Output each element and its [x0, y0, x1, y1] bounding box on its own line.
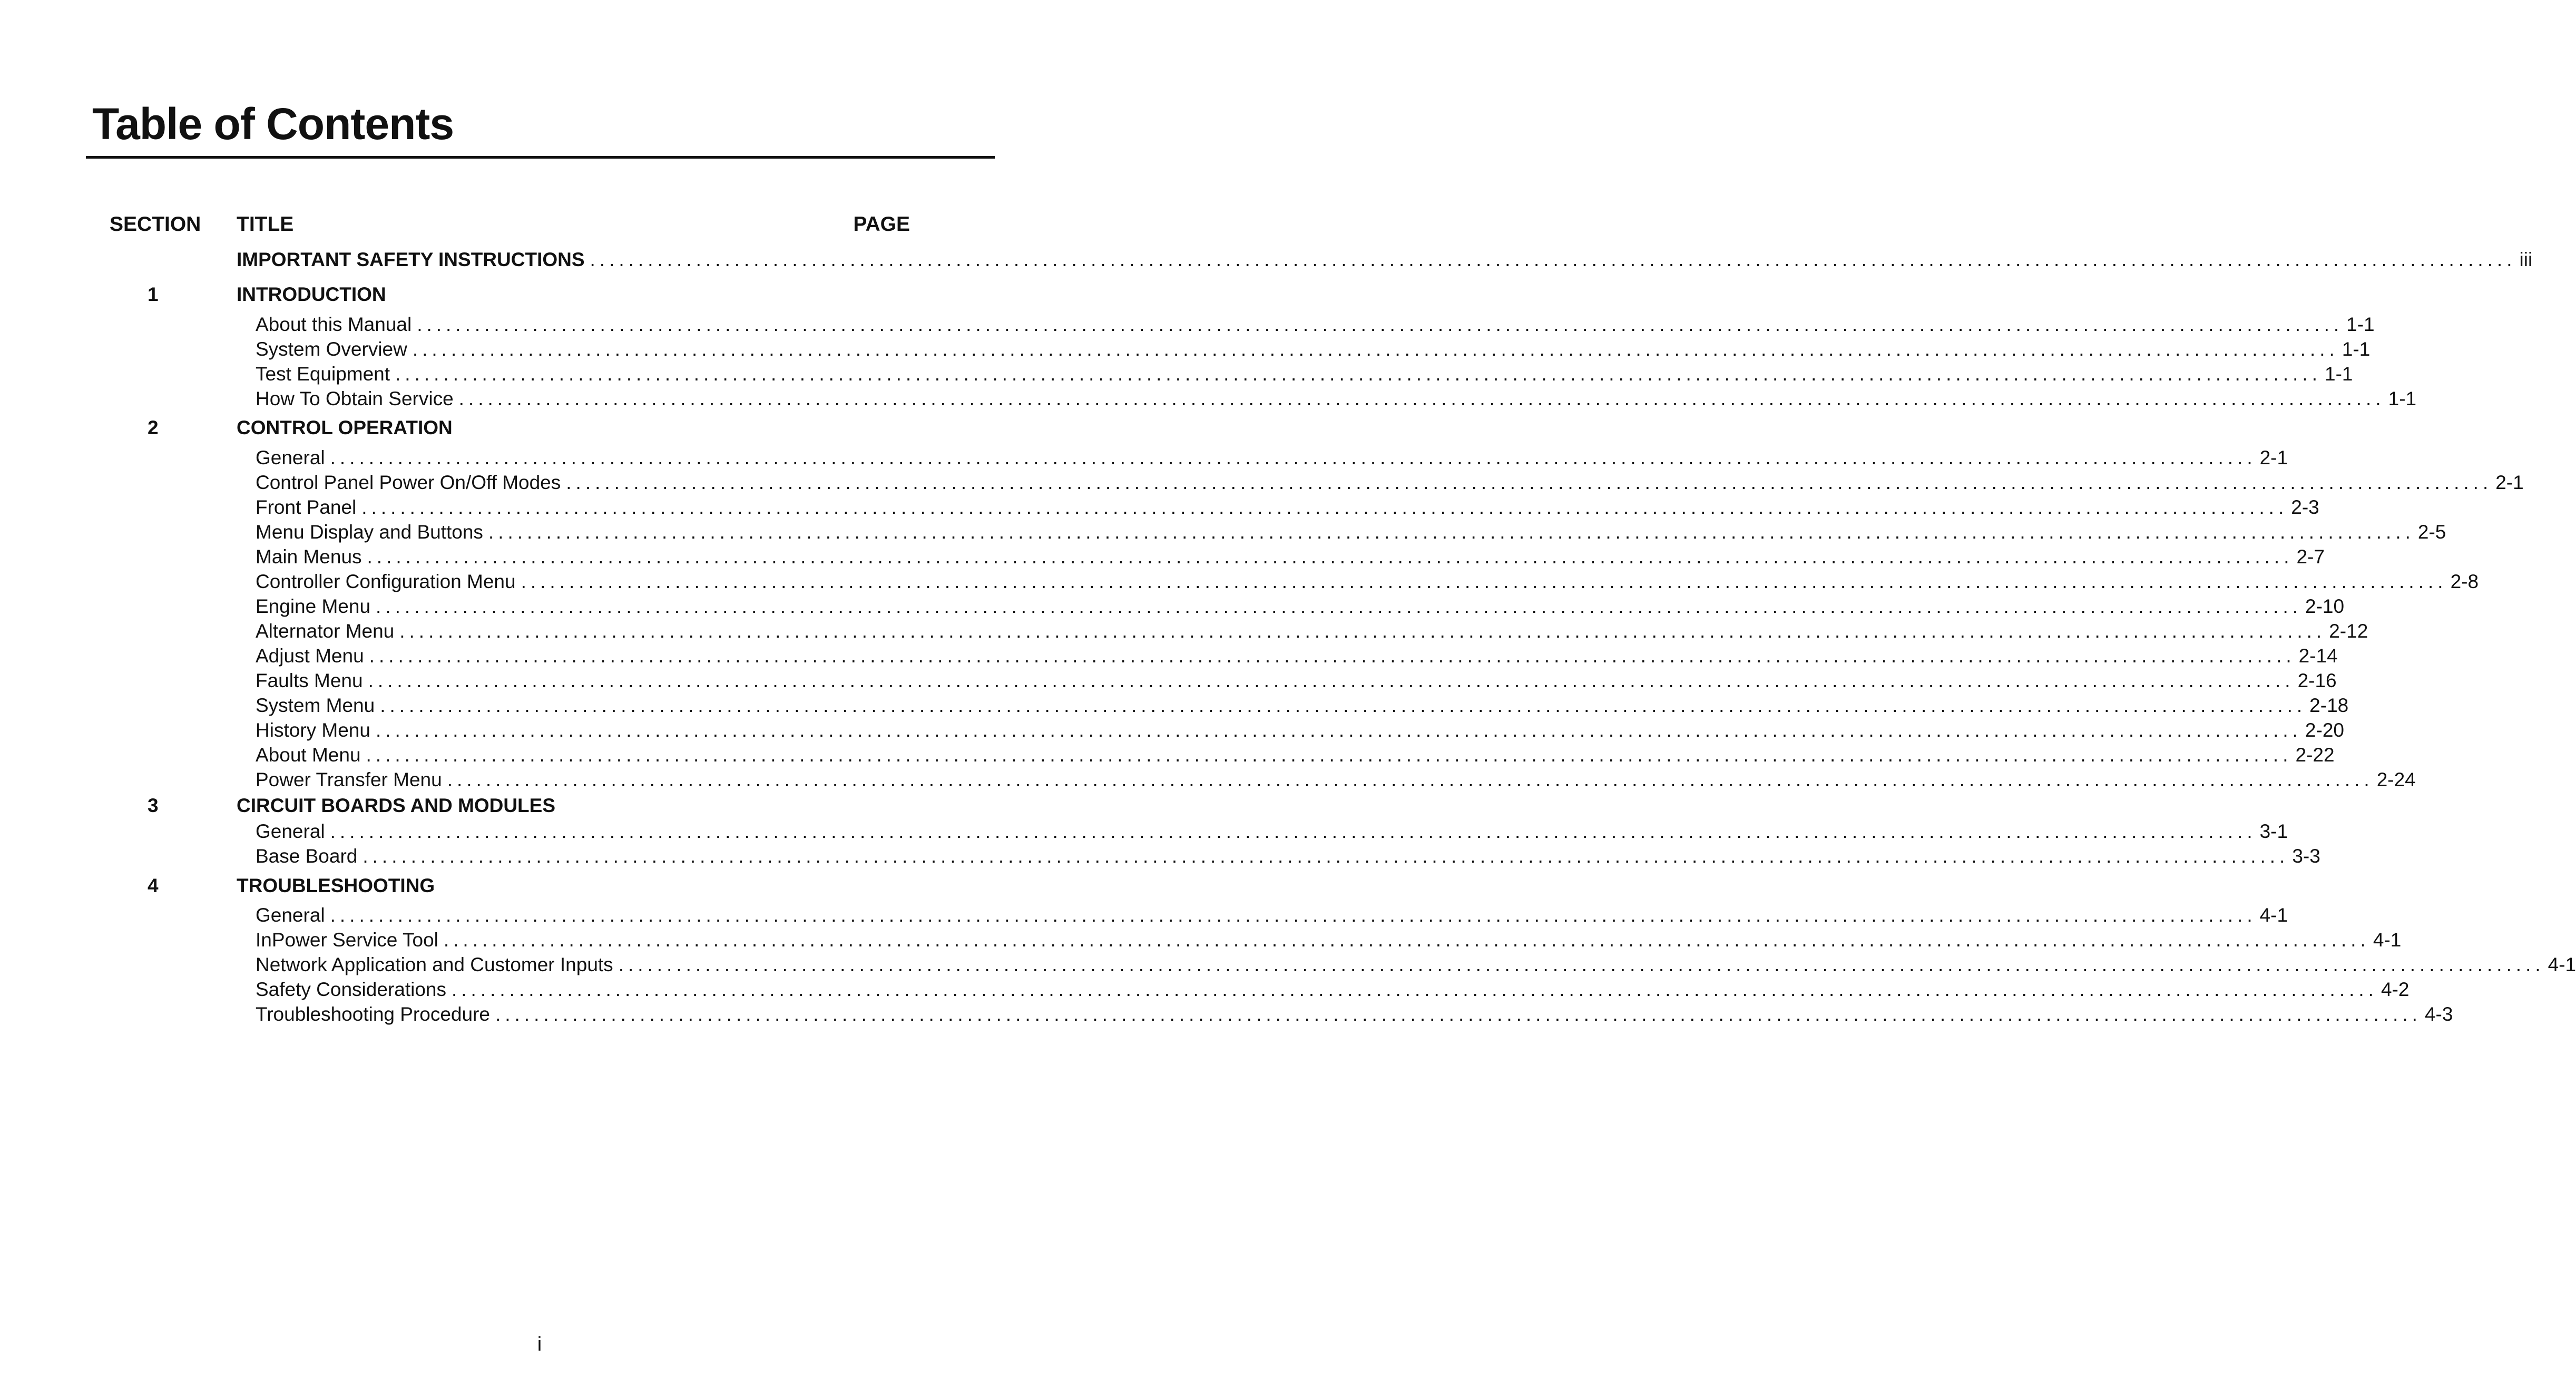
entry-page: 4-1 [2259, 904, 2288, 926]
leader-dots: ........................................................................................................................................................................................................ [330, 904, 2257, 926]
page-title: Table of Contents [92, 99, 454, 149]
leader-dots: ........................................................................................................................................................................................................ [366, 744, 2293, 766]
entry-page: 1-1 [2342, 338, 2371, 360]
leader-dots: ........................................................................................................................................................................................................ [488, 521, 2415, 543]
entry-label: Control Panel Power On/Off Modes [256, 472, 561, 493]
entry-label: Main Menus [256, 546, 362, 568]
entry-label: Network Application and Customer Inputs [256, 954, 613, 975]
page-number: i [537, 1333, 542, 1355]
section-number: 1 [148, 284, 159, 305]
entry-label: Controller Configuration Menu [256, 571, 516, 592]
entry-label: How To Obtain Service [256, 388, 454, 409]
entry-label: Power Transfer Menu [256, 769, 442, 790]
leader-dots: ........................................................................................................................................................................................................ [412, 338, 2339, 360]
leader-dots: ........................................................................................................................................................................................................ [451, 979, 2378, 1000]
leader-dots: ........................................................................................................................................................................................................ [521, 571, 2447, 592]
header-section: SECTION [110, 213, 201, 236]
entry-page: 2-24 [2376, 769, 2416, 790]
toc-leader [237, 249, 2533, 271]
entry-page: 2-10 [2305, 595, 2345, 617]
leader-dots: ........................................................................................................................................................................................................ [566, 472, 2493, 493]
header-title: TITLE [237, 213, 294, 236]
entry-label: About Menu [256, 744, 361, 766]
leader-dots: ........................................................................................................................................................................................................ [361, 496, 2288, 518]
leader-dots: ........................................................................................................................................................................................................ [395, 363, 2322, 385]
section-title: CIRCUIT BOARDS AND MODULES [237, 795, 556, 816]
entry-page: 2-1 [2259, 447, 2288, 468]
entry-label: Engine Menu [256, 595, 371, 617]
leader-dots: ........................................................................................................................................................................................................ [380, 695, 2307, 716]
entry-label: History Menu [256, 719, 370, 741]
entry-page: 2-22 [2295, 744, 2335, 766]
entry-page: 4-1 [2373, 929, 2402, 951]
leader-dots: ........................................................................................................................................................................................................ [369, 645, 2296, 667]
leader-dots: ........................................................................................................................................................................................................ [495, 1003, 2422, 1025]
title-rule [86, 156, 995, 159]
leader-dots: ........................................................................................................................................................................................................ [330, 820, 2257, 842]
entry-page: 2-12 [2329, 620, 2368, 642]
entry-label: Adjust Menu [256, 645, 364, 667]
header-page: PAGE [853, 213, 910, 236]
leader-dots: ........................................................................................................................................................................................................ [368, 670, 2295, 691]
entry-label: General [256, 904, 325, 926]
entry-page: 2-14 [2298, 645, 2338, 667]
leader-dots: ........................................................................................................................................................................................................ [399, 620, 2326, 642]
leader-dots: ........................................................................................................................................................................................................ [447, 769, 2374, 790]
section-number: 3 [148, 795, 159, 816]
section-title: TROUBLESHOOTING [237, 875, 435, 896]
entry-label: General [256, 820, 325, 842]
entry-page: 2-3 [2291, 496, 2319, 518]
section-title: CONTROL OPERATION [237, 417, 453, 438]
section-number: 4 [148, 875, 159, 896]
entry-label: Safety Considerations [256, 979, 446, 1000]
entry-page: 3-1 [2259, 820, 2288, 842]
leader-dots: ........................................................................................................................................................................................................ [330, 447, 2257, 468]
entry-label: General [256, 447, 325, 468]
entry-label: Menu Display and Buttons [256, 521, 483, 543]
section-title: INTRODUCTION [237, 284, 386, 305]
leader-dots: ........................................................................................................................................................................................................ [376, 595, 2303, 617]
leader-dots: ........................................................................................................................................................................................................ [417, 314, 2344, 335]
entry-label: Troubleshooting Procedure [256, 1003, 490, 1025]
leader-dots: ........................................................................................................................................................................................................ [590, 249, 2516, 270]
leader-dots: ........................................................................................................................................................................................................ [458, 388, 2385, 409]
entry-page: 4-1 [2548, 954, 2576, 975]
entry-label: Front Panel [256, 496, 357, 518]
entry-page: iii [2519, 249, 2533, 270]
entry-label: About this Manual [256, 314, 412, 335]
entry-page: 2-18 [2309, 695, 2349, 716]
entry-label: Faults Menu [256, 670, 363, 691]
entry-label: System Menu [256, 695, 375, 716]
entry-page: 2-16 [2297, 670, 2337, 691]
leader-dots: ........................................................................................................................................................................................................ [618, 954, 2545, 975]
entry-page: 4-3 [2424, 1003, 2453, 1025]
entry-label: Base Board [256, 845, 358, 867]
entry-page: 2-1 [2495, 472, 2524, 493]
entry-label: System Overview [256, 338, 407, 360]
leader-dots: ........................................................................................................................................................................................................ [367, 546, 2294, 568]
entry-page: 2-7 [2296, 546, 2325, 568]
entry-label: IMPORTANT SAFETY INSTRUCTIONS [237, 249, 585, 270]
entry-page: 1-1 [2346, 314, 2375, 335]
toc-header [0, 213, 1079, 239]
entry-label: InPower Service Tool [256, 929, 438, 951]
leader-dots: ........................................................................................................................................................................................................ [443, 929, 2370, 951]
leader-dots: ........................................................................................................................................................................................................ [375, 719, 2302, 741]
entry-label: Alternator Menu [256, 620, 395, 642]
entry-page: 2-8 [2450, 571, 2479, 592]
entry-page: 1-1 [2388, 388, 2417, 409]
entry-page: 2-5 [2417, 521, 2446, 543]
leader-dots: ........................................................................................................................................................................................................ [363, 845, 2289, 867]
entry-page: 1-1 [2325, 363, 2353, 385]
entry-page: 4-2 [2381, 979, 2410, 1000]
entry-label: Test Equipment [256, 363, 390, 385]
entry-page: 2-20 [2305, 719, 2344, 741]
entry-page: 3-3 [2292, 845, 2320, 867]
section-number: 2 [148, 417, 159, 438]
